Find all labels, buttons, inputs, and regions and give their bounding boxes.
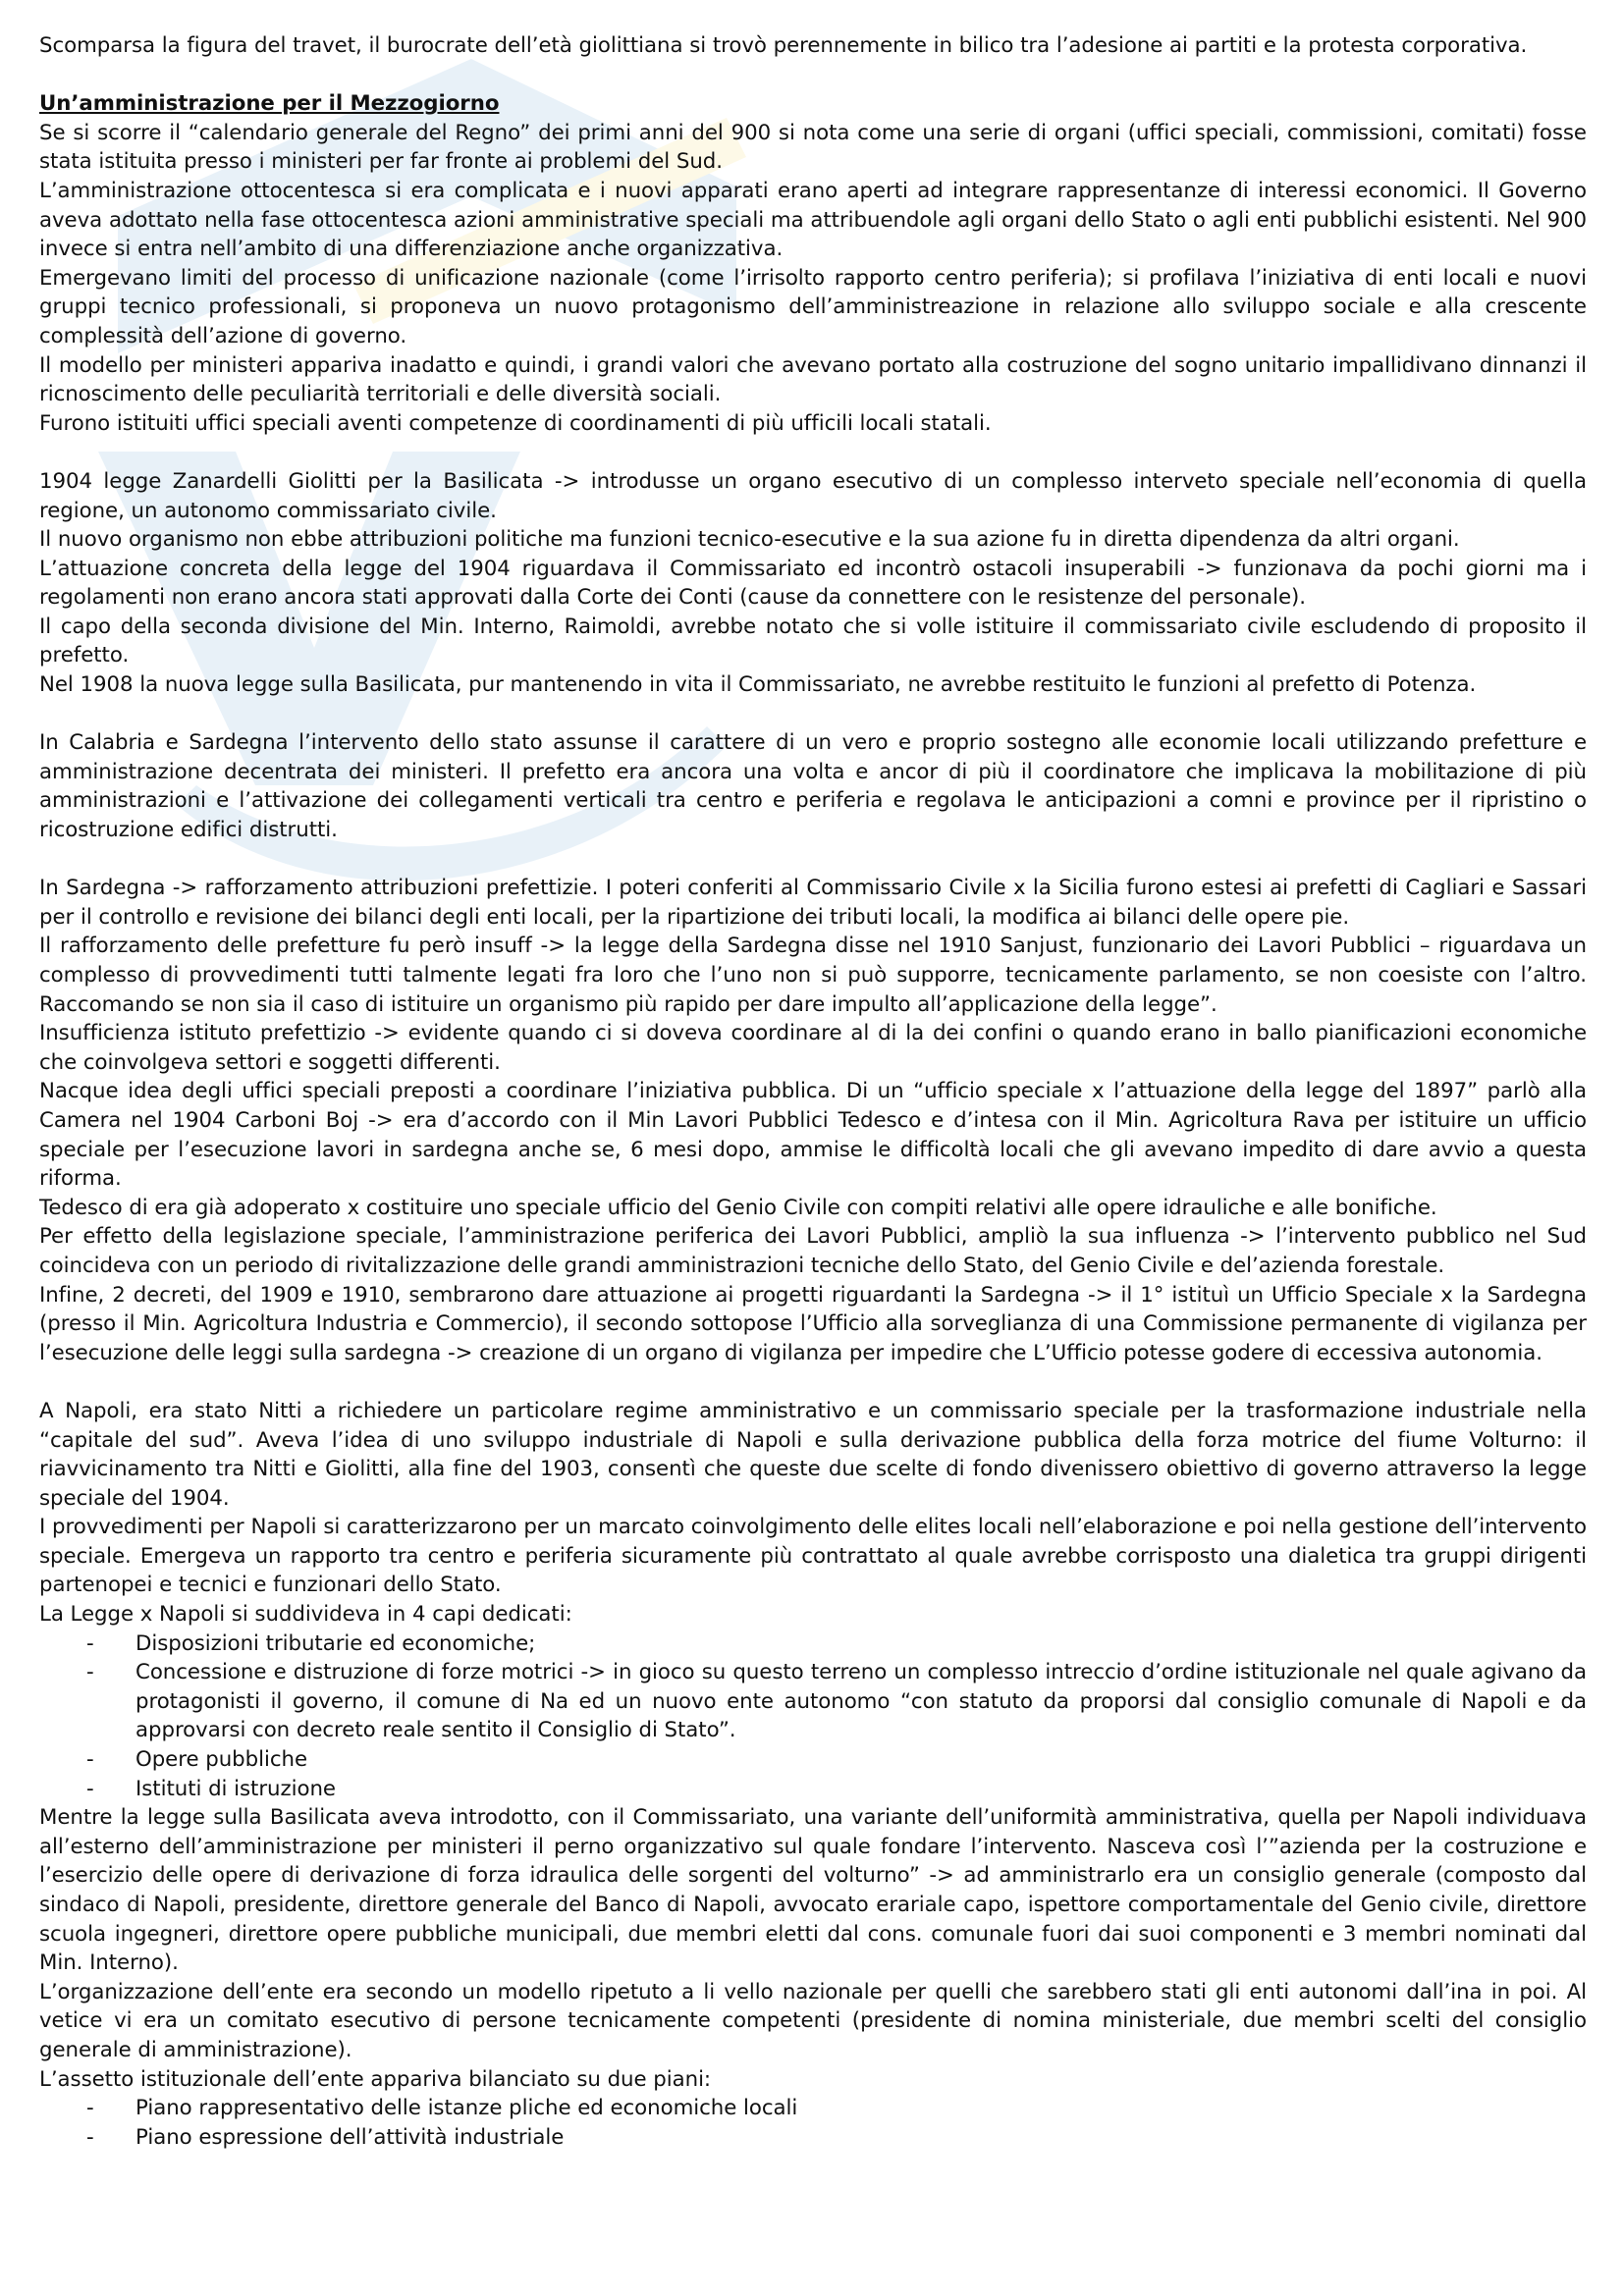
paragraph: Il capo della seconda divisione del Min. Interno, Raimoldi, avrebbe notato che si volle istituire il commissariato civile escludendo di proposito il prefetto. <box>39 614 1587 668</box>
paragraph: Furono istituiti uffici speciali aventi competenze di coordinamenti di più ufficili locali statali. <box>39 410 992 436</box>
paragraph: Tedesco di era già adoperato x costituire uno speciale ufficio del Genio Civile con compiti relativi alle opere idrauliche e alle bonifiche. <box>39 1195 1437 1220</box>
list-item: - Opere pubbliche <box>39 1745 1587 1775</box>
paragraph: Il nuovo organismo non ebbe attribuzioni politiche ma funzioni tecnico-esecutive e la sua azione fu in diretta dipendenza da altri organi. <box>39 527 1460 553</box>
paragraph: Infine, 2 decreti, del 1909 e 1910, sembrarono dare attuazione ai progetti riguardanti la Sardegna -> il 1° istituì un Ufficio Speciale x la Sardegna (presso il Min. Agricoltura Industria e Commercio), il secondo sottopose l’Ufficio alla sorveglianza di una Commissione permanente di vigilanza per l’esecuzione delle leggi sulla sardegna -> creazione di un organo di vigilanza per impedire che L’Ufficio potesse godere di eccessiva autonomia. <box>39 1282 1587 1365</box>
paragraph: Il rafforzamento delle prefetture fu però insuff -> la legge della Sardegna disse nel 1910 Sanjust, funzionario dei Lavori Pubblici – riguardava un complesso di provvedimenti tutti talmente legati fra loro che l’uno non si può supporre, tecnicamente parlamento, se non coesiste con l’altro. Raccomando se non sia il caso di istituire un organismo più rapido per dare impulto all’applicazione della legge”. <box>39 934 1587 1017</box>
list-item: - Concessione e distruzione di forze motrici -> in gioco su questo terreno un complesso intreccio d’ordine istituzionale nel quale agivano da protagonisti il governo, il comune di Na ed un nuovo ente autonomo “con statuto da proporsi dal consiglio comunale di Napoli e da approvarsi con decreto reale sentito il Consiglio di Stato”. <box>39 1658 1587 1745</box>
list-item: - Istituti di istruzione <box>39 1775 1587 1804</box>
paragraph: Scomparsa la figura del travet, il burocrate dell’età giolittiana si trovò perennemente in bilico tra l’adesione ai partiti e la protesta corporativa. <box>39 33 1528 58</box>
paragraph: Mentre la legge sulla Basilicata aveva introdotto, con il Commissariato, una variante dell’uniformità amministrativa, quella per Napoli individuava all’esterno dell’amministrazione per ministeri il perno organizzativo sul quale fondare l’intervento. Nasceva così l’”azienda per la costruzione e l’esercizio delle opere di derivazione di forza idraulica delle sorgenti del volturno” -> ad amministrarlo era un consiglio generale (composto dal sindaco di Napoli, presidente, direttore generale del Banco di Napoli, avvocato erariale capo, ispettore comportamentale del Genio civile, direttore scuola ingegneri, direttore opere pubbliche municipali, due membri eletti dal cons. comunale fuori dai suoi componenti e 3 membri nominati dal Min. Interno). <box>39 1805 1587 1976</box>
paragraph: L’organizzazione dell’ente era secondo un modello ripetuto a li vello nazionale per quelli che sarebbero stati gli enti autonomi dall’ina in poi. Al vetice vi era un comitato esecutivo di persone tecnicamente competenti (presidente di nomina ministeriale, due membri scelti del consiglio generale di amministrazione). <box>39 1979 1587 2062</box>
paragraph: Nacque idea degli uffici speciali preposti a coordinare l’iniziativa pubblica. Di un “ufficio speciale x l’attuazione della legge del 1897” parlò alla Camera nel 1904 Carboni Boj -> era d’accordo con il Min Lavori Pubblici Tedesco e d’intesa con il Min. Agricoltura Rava per istituire un ufficio speciale per l’esecuzione lavori in sardegna anche se, 6 mesi dopo, ammise le difficoltà locali che gli avevano impedito di dare avvio a questa riforma. <box>39 1079 1587 1192</box>
bullet-list <box>39 1629 1587 1804</box>
paragraph: In Calabria e Sardegna l’intervento dello stato assunse il carattere di un vero e proprio sostegno alle economie locali utilizzando prefetture e amministrazione decentrata dei ministeri. Il prefetto era ancora una volta e ancor di più il coordinatore che implicava la mobilitazione di più amministrazioni e l’attivazione dei collegamenti verticali tra centro e periferia e regolava le anticipazioni a comni e province per il ripristino o ricostruzione edifici distrutti. <box>39 730 1587 843</box>
paragraph: Se si scorre il “calendario generale del Regno” dei primi anni del 900 si nota come una serie di organi (uffici speciali, commissioni, comitati) fosse stata istituita presso i ministeri per far fronte ai problemi del Sud. <box>39 120 1587 175</box>
paragraph: La Legge x Napoli si suddivideva in 4 capi dedicati: <box>39 1602 572 1628</box>
paragraph: Insufficienza istituto prefettizio -> evidente quando ci si doveva coordinare al di la dei confini o quando erano in ballo pianificazioni economiche che coinvolgeva settori e soggetti differenti. <box>39 1021 1587 1075</box>
document-page <box>39 31 1587 2152</box>
paragraph: L’amministrazione ottocentesca si era complicata e i nuovi apparati erano aperti ad integrare rappresentanze di interessi economici. Il Governo aveva adottato nella fase ottocentesca azioni amministrative speciali ma attribuendole agli organi dello Stato o agli enti pubblichi esistenti. Nel 900 invece si entra nell’ambito di una differenziazione anche organizzativa. <box>39 178 1587 262</box>
paragraph: I provvedimenti per Napoli si caratterizzarono per un marcato coinvolgimento delle elites locali nell’elaborazione e poi nella gestione dell’intervento speciale. Emergeva un rapporto tra centro e periferia sicuramente più contrattato al quale avrebbe corrisposto una dialetica tra gruppi dirigenti partenopei e tecnici e funzionari dello Stato. <box>39 1515 1587 1598</box>
section-heading: Un’amministrazione per il Mezzogiorno <box>39 91 500 117</box>
paragraph: Nel 1908 la nuova legge sulla Basilicata, pur mantenendo in vita il Commissariato, ne avrebbe restituito le funzioni al prefetto di Potenza. <box>39 672 1477 698</box>
paragraph: L’assetto istituzionale dell’ente appariva bilanciato su due piani: <box>39 2066 712 2092</box>
bullet-list <box>39 2094 1587 2152</box>
list-item: - Piano espressione dell’attività industriale <box>39 2123 1587 2153</box>
list-item: - Disposizioni tributarie ed economiche; <box>39 1629 1587 1659</box>
paragraph: Per effetto della legislazione speciale, l’amministrazione periferica dei Lavori Pubblici, ampliò la sua influenza -> l’intervento pubblico nel Sud coincideva con un periodo di rivitalizzazione delle grandi amministrazioni tecniche dello Stato, del Genio Civile e del’azienda forestale. <box>39 1224 1587 1278</box>
paragraph: Emergevano limiti del processo di unificazione nazionale (come l’irrisolto rapporto centro periferia); si profilava l’iniziativa di enti locali e nuovi gruppi tecnico professionali, si proponeva un nuovo protagonismo dell’amministreazione in relazione allo sviluppo sociale e alla crescente complessità dell’azione di governo. <box>39 265 1587 348</box>
paragraph: Il modello per ministeri appariva inadatto e quindi, i grandi valori che avevano portato alla costruzione del sogno unitario impallidivano dinnanzi il ricnoscimento delle peculiarità territoriali e delle diversità sociali. <box>39 352 1587 407</box>
paragraph: A Napoli, era stato Nitti a richiedere un particolare regime amministrativo e un commissario speciale per la trasformazione industriale nella “capitale del sud”. Aveva l’idea di uno sviluppo industriale di Napoli e sulla derivazione pubblica della forza motrice del fiume Volturno: il riavvicinamento tra Nitti e Giolitti, alla fine del 1903, consentì che queste due scelte di fondo divenissero obiettivo di governo attraverso la legge speciale del 1904. <box>39 1398 1587 1511</box>
paragraph: 1904 legge Zanardelli Giolitti per la Basilicata -> introdusse un organo esecutivo di un complesso interveto speciale nell’economia di quella regione, un autonomo commissariato civile. <box>39 468 1587 523</box>
list-item: - Piano rappresentativo delle istanze pliche ed economiche locali <box>39 2094 1587 2123</box>
paragraph: In Sardegna -> rafforzamento attribuzioni prefettizie. I poteri conferiti al Commissario Civile x la Sicilia furono estesi ai prefetti di Cagliari e Sassari per il controllo e revisione dei bilanci degli enti locali, per la ripartizione dei tributi locali, la modifica ai bilanci delle opere pie. <box>39 876 1587 930</box>
paragraph: L’attuazione concreta della legge del 1904 riguardava il Commissariato ed incontrò ostacoli insuperabili -> funzionava da pochi giorni ma i regolamenti non erano ancora stati approvati dalla Corte dei Conti (cause da connettere con le resistenze del personale). <box>39 556 1587 611</box>
